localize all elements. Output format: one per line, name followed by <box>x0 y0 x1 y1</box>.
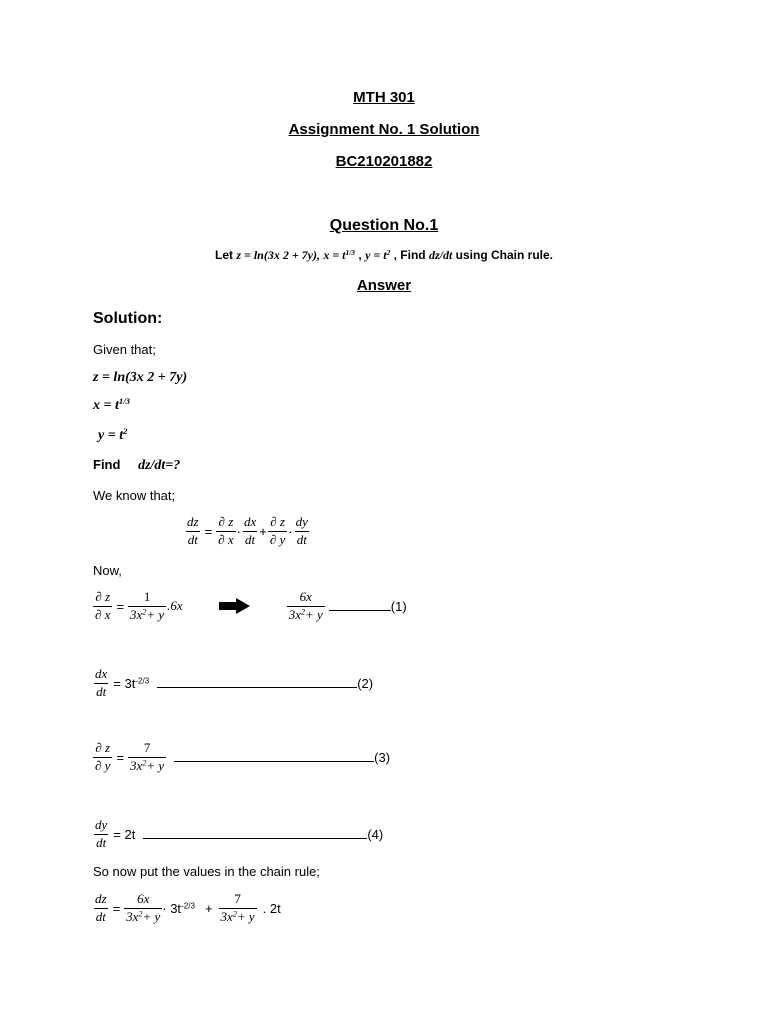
chain-rule-formula: $\frac{dz}{dt}$ = $\frac{\partial z}{\partial x}$ · $\frac{dx}{dt}$ + $\frac{\partial z}{\partial y}$ · $\frac{dy}{dt}$ <box>187 514 308 547</box>
x-expression: $x = t^{1/3}$ <box>323 247 356 262</box>
course-title: MTH 301 <box>353 89 415 106</box>
question-title: Question No.1 <box>329 217 439 234</box>
z-expression: z = ln(3x 2 + 7y), <box>236 248 320 262</box>
answer-blank-line <box>143 837 367 839</box>
z-definition: z = ln(3x 2 + 7y) <box>93 370 188 385</box>
answer-blank-line <box>329 609 391 611</box>
equation-number: (2) <box>357 675 374 691</box>
equation-3: $\frac{\partial z}{\partial y}$ = $\frac{7}{3x^2+ y}$ (3) <box>95 740 391 773</box>
find-word: , Find <box>393 248 426 262</box>
let-word: Let <box>214 248 233 262</box>
student-id: BC210201882 <box>335 153 433 170</box>
equation-2: $\frac{dx}{dt}$ = $3t^{-2/3}$ (2) <box>95 666 374 699</box>
x-definition: $x = t^{1/3}$ <box>93 396 130 413</box>
find-tail: using Chain rule. <box>455 248 553 262</box>
solution-heading: Solution: <box>93 310 163 327</box>
equation-1: $\frac{\partial z}{\partial x}$ = $\frac{1}{3x^2+ y}$ .6x $\frac{6x}{3x^2+ y}$ (1) <box>95 589 407 622</box>
put-values-text: So now put the values in the chain rule; <box>93 864 320 879</box>
given-that: Given that; <box>93 342 156 357</box>
dzdt-expression: dz/dt <box>428 248 453 262</box>
equation-4: $\frac{dy}{dt}$ = 2t (4) <box>95 817 384 850</box>
assignment-title: Assignment No. 1 Solution <box>288 121 480 138</box>
question-statement: Let z = ln(3x 2 + 7y), $x = t^{1/3}$ , $y = t^2$ , Find dz/dt using Chain rule. <box>214 247 553 262</box>
equation-number: (3) <box>374 749 391 765</box>
find-label: Find <box>93 457 121 472</box>
equation-number: (1) <box>390 598 407 614</box>
arrow-right-icon <box>219 598 251 614</box>
we-know-that: We know that; <box>93 488 176 503</box>
final-equation: $\frac{dz}{dt}$ = $\frac{6x}{3x^2+ y}$ · $3t^{-2/3}$ + $\frac{7}{3x^2+ y}$ . 2t <box>95 891 281 924</box>
answer-blank-line <box>174 760 374 762</box>
find-line <box>93 457 180 474</box>
find-expression: dz/dt=? <box>138 458 181 473</box>
now-label: Now, <box>93 563 122 578</box>
answer-heading: Answer <box>356 277 412 294</box>
y-expression: $y = t^2$ <box>365 247 391 262</box>
y-definition: $y = t^2$ <box>98 426 128 443</box>
equation-number: (4) <box>367 826 384 842</box>
answer-blank-line <box>157 686 357 688</box>
